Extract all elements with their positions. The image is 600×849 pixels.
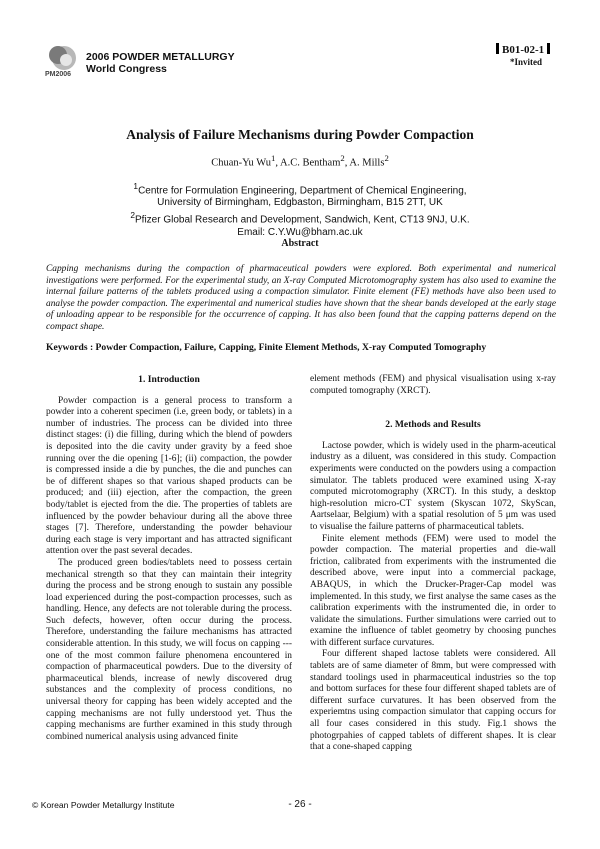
paper-code: B01-02-1: [493, 43, 553, 56]
abstract-heading: Abstract: [281, 238, 319, 249]
conference-logo: [44, 44, 80, 84]
paragraph: Lactose powder, which is widely used in the pharm-aceutical industry as a diluent, was considered in this study. Compaction experiments were conducted on the powders using a compaction simulator. The tablets produced were examined using X-ray computed microtomography (XRCT). In this study, a desktop high-resolution micro-CT system (Skyscan 1072, SkyScan, Aartselaar, Belgium) with a spatial resolution of 5 μm was used to visualise the failure patterns of pharmaceutical tablets.: [310, 440, 556, 532]
paragraph: element methods (FEM) and physical visualisation using x-ray computed tomography (XRCT).: [310, 374, 556, 396]
abstract-text: Capping mechanisms during the compaction of pharmaceutical powders were explored. Both experimental and numerical investigations were performed. For the experimental study, an X-ray Computed Microtomography system has also used to examine the internal failure patterns of the tablets produced using a compaction simulator. Finite element (FE) methods have also been used to analyse the powder compaction. The experimental and numerical studies have shown that the shear bands developed at the early stage of unloading appear to be responsible for the occurrence of capping. It has also been found that the capping patterns depend on the compact shape.: [46, 264, 556, 332]
copyright: © Korean Powder Metallurgy Institute: [32, 800, 175, 810]
paragraph: The produced green bodies/tablets need to possess certain mechanical strength so that they can maintain their integrity during the process and be strong enough to sustain any possible load experienced during the post-compaction processes, such as handling. Hence, any defects are not tolerable during the process. Such defects, however, often occur during the process. Therefore, understanding the failure mechanisms has attracted considerable attention. In this study, we will focus on capping --- one of the most common failure phenomena encountered in compaction of pharmaceutical powders. Due to the diversity of pharmaceutical blends, increase of newly discovered drug substances and the complexity of process conditions, no universal theory for capping has been widely accepted and the capping mechanisms are not fully understood yet. Thus the capping mechanisms are further examined in this study through combined numerical analysis using advanced finite: [46, 557, 292, 742]
section-heading-methods: 2. Methods and Results: [385, 419, 481, 431]
keywords: Keywords : Powder Compaction, Failure, Capping, Finite Element Methods, X-ray Computed Tomography: [46, 342, 487, 353]
affiliation-1: $^1$Centre for Formulation Engineering, Department of Chemical Engineering,: [133, 181, 467, 197]
left-column: [46, 374, 292, 743]
invited-label: *Invited: [510, 57, 543, 67]
email: Email: C.Y.Wu@bham.ac.uk: [237, 226, 363, 238]
page-number: - 26 -: [288, 799, 312, 810]
affiliations: $^1$Centre for Formulation Engineering, Department of Chemical Engineering, University of Birmingham, Edgbaston, Birmingham, B15 2TT, UK $^2$Pfizer Global Research and Development, Sandwich, Kent, CT13 9NJ, U.K. Email: C.Y.Wu@bham.ac.uk: [0, 180, 600, 239]
conference-name: 2006 POWDER METALLURGY World Congress: [86, 51, 235, 75]
section-heading-introduction: 1. Introduction: [138, 374, 200, 385]
paper-title: Analysis of Failure Mechanisms during Powder Compaction: [126, 127, 474, 142]
affiliation-2: $^2$Pfizer Global Research and Development, Sandwich, Kent, CT13 9NJ, U.K.: [130, 210, 470, 226]
paragraph: Powder compaction is a general process to transform a powder into a coherent specimen (i.e, green body, or tablets) in a number of industries. The process can be divided into three distinct stages: (i) die filling, during which the blend of powders is deposited into the die cavity under gravity by a feed shoe running over the die opening [1-6]; (ii) compaction, the powder is compressed inside a die by punches, the die and punches can be of different shapes so that various shaped products can be produced; and (iii) ejection, after the compaction, the green body/tablet is ejected from the die. The properties of tablets are influenced by the powder behaviour during all the above three stages [7]. Therefore, understanding the powder behaviour during each stage is very important and has attracted significant attention over the past several decades.: [46, 395, 292, 557]
right-column: [310, 374, 556, 754]
paragraph: Finite element methods (FEM) were used to model the powder compaction. The material properties and die-wall friction, calibrated from experiments with the instrumented die described above, were input into a commercial package, ABAQUS, in which the Drucker-Prager-Cap model was implemented. In this study, we first analyse the same cases as the calibration experiments with the instrumented die, in order to validate the simulations. Further simulations were carried out to examine the influence of tablet geometry by choosing punches with different surface curvatures.: [310, 533, 556, 648]
author-list: Chuan-Yu Wu$^1$, A.C. Bentham$^2$, A. Mills$^2$: [211, 153, 389, 169]
paragraph: Four different shaped lactose tablets were considered. All tablets are of same diameter of 8mm, but were compressed with standard toolings used in pharmaceutical industries so the top and bottom surfaces for these four different shaped tablets are of different surface curvatures. It has been observed from the experiemtns using compaction simulator that capping occurs for all four cases considered in this study. Fig.1 shows the photogrpahies of capped tablets of different shapes. It is clear that a cone-shaped capping: [310, 649, 556, 753]
logo-text: PM2006: [45, 71, 72, 78]
